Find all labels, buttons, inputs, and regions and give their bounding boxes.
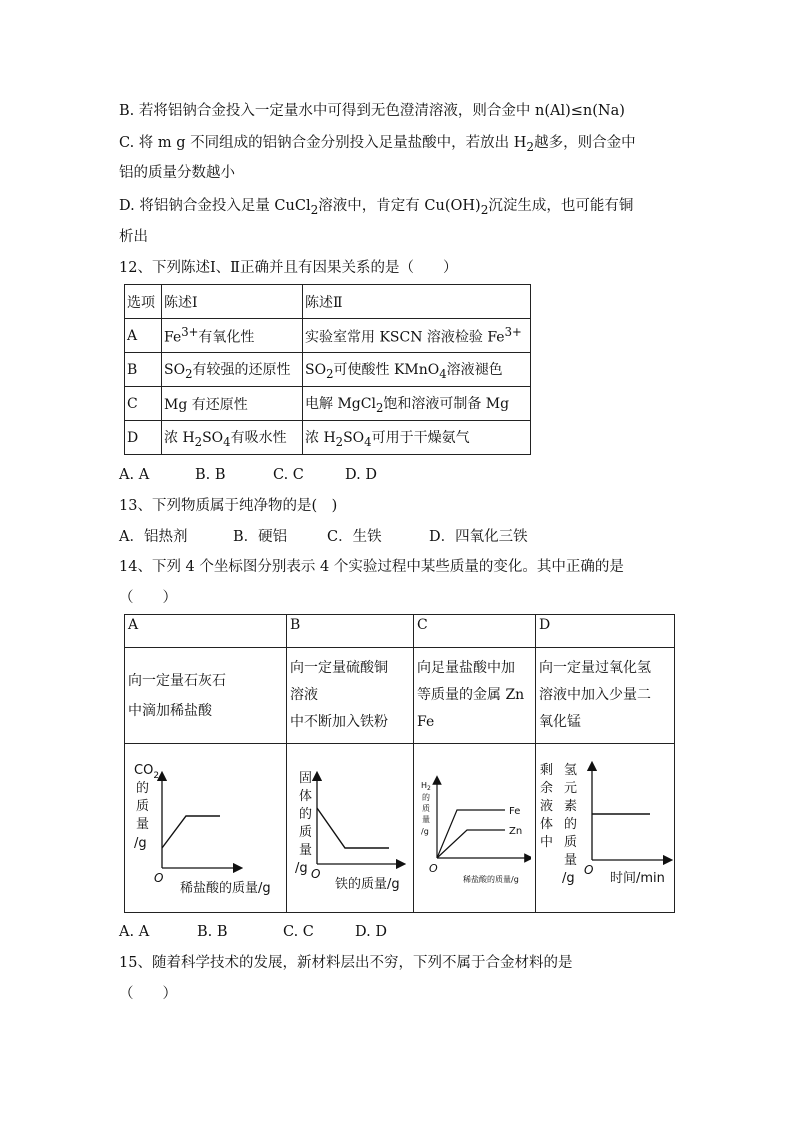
q11-option-d: D. 将铝钠合金投入足量 CuCl$_2$溶液中，肯定有 $Cu(OH)_2$沉淀生成，也可能有铜 xyxy=(119,198,634,217)
curve xyxy=(162,816,220,848)
y-label: $H_2$ xyxy=(421,781,431,792)
q11-option-b: B. 若将铝钠合金投入一定量水中可得到无色澄清溶液，则合金中 n(Al)≤n(Na) xyxy=(119,103,625,119)
table-header: 选项 xyxy=(125,285,162,319)
q11-option-c-cont: 铝的质量分数越小 xyxy=(119,165,235,181)
y-label: 量 xyxy=(136,817,150,832)
q11-option-c: C. 将 m g 不同组成的铝钠合金分别投入足量盐酸中，若放出 $H_2$越多，则合金中 xyxy=(119,135,636,154)
table-cell: A xyxy=(125,319,162,353)
y-label: 的 xyxy=(422,793,430,802)
x-label: 稀盐酸的质量/g xyxy=(180,881,271,896)
origin-label: O xyxy=(584,863,594,877)
q14-paren: （ ） xyxy=(119,590,177,606)
q15-stem: 15、随着科学技术的发展，新材料层出不穷，下列不属于合金材料的是 xyxy=(119,955,573,971)
graph-a xyxy=(128,752,283,912)
q14-answers: A. A B. B C. C D. D xyxy=(119,924,387,940)
y-label: 中 xyxy=(540,835,554,850)
y-label: 的 xyxy=(299,807,313,822)
y-label: 的 xyxy=(136,781,150,796)
y-label: 量 xyxy=(299,843,313,858)
y-label: 体 xyxy=(299,789,313,804)
table-cell: 向一定量石灰石 中滴加稀盐酸 xyxy=(125,648,287,744)
y-label: 余 xyxy=(540,781,554,796)
table-cell: C xyxy=(414,615,536,648)
table-row xyxy=(125,319,531,353)
y-label: 固 xyxy=(299,771,313,786)
table-cell: $Fe^{3+}$有氧化性 xyxy=(162,319,303,353)
y-label: 质 xyxy=(564,835,578,850)
y-label: /g xyxy=(134,836,147,851)
graph-b xyxy=(289,752,411,912)
curve-fe xyxy=(437,810,505,858)
table-cell: A xyxy=(125,615,287,648)
table-cell: D xyxy=(536,615,675,648)
table-cell: Mg 有还原性 xyxy=(162,387,303,421)
table-cell: $SO_2$有较强的还原性 xyxy=(162,353,303,387)
y-label: 素 xyxy=(564,799,578,814)
table-cell: B xyxy=(125,353,162,387)
table-cell: 实验室常用 KSCN 溶液检验 $Fe^{3+}$ xyxy=(303,319,531,353)
y-label: 质 xyxy=(299,825,313,840)
graph-d xyxy=(536,752,674,912)
q13-answers: A．铝热剂 B．硬铝 C．生铁 D．四氧化三铁 xyxy=(119,529,528,545)
table-row xyxy=(125,421,531,455)
origin-label: O xyxy=(429,862,438,875)
q13-stem: 13、下列物质属于纯净物的是( ) xyxy=(119,498,338,514)
y-label: /g xyxy=(421,827,429,836)
y-label: 氢 xyxy=(564,763,578,778)
x-label: 铁的质量/g xyxy=(335,877,400,892)
table-cell: 向一定量过氧化氢 溶液中加入少量二 氧化锰 xyxy=(536,648,675,744)
table-cell: 向足量盐酸中加 等质量的金属 Zn Fe xyxy=(414,648,536,744)
y-label: /g xyxy=(295,861,308,876)
x-label: 稀盐酸的质量/g xyxy=(463,875,519,884)
y-label: 质 xyxy=(136,799,150,814)
y-label: 质 xyxy=(422,804,430,813)
y-label: 量 xyxy=(564,853,578,868)
y-label: $CO_2$ xyxy=(134,763,160,781)
x-label: 时间/min xyxy=(610,871,665,886)
origin-label: O xyxy=(154,871,164,885)
table-header: 陈述Ⅱ xyxy=(303,285,531,319)
table-cell: 向一定量硫酸铜 溶液 中不断加入铁粉 xyxy=(287,648,414,744)
table-row xyxy=(125,387,531,421)
table-row xyxy=(125,353,531,387)
q15-paren: （ ） xyxy=(119,986,177,1002)
table-row xyxy=(125,615,675,648)
y-label: 的 xyxy=(564,817,578,832)
table-cell: B xyxy=(287,615,414,648)
q14-stem: 14、下列 4 个坐标图分别表示 4 个实验过程中某些质量的变化。其中正确的是 xyxy=(119,559,624,575)
table-row xyxy=(125,285,531,319)
y-label: 液 xyxy=(540,799,554,814)
curve xyxy=(317,808,389,848)
table-cell: 浓 $H_2SO_4$可用于干燥氨气 xyxy=(303,421,531,455)
y-label: 量 xyxy=(422,815,430,824)
y-label: 元 xyxy=(564,781,578,796)
table-cell: 浓 $H_2SO_4$有吸水性 xyxy=(162,421,303,455)
y-label: /g xyxy=(562,871,575,886)
table-cell: D xyxy=(125,421,162,455)
table-row xyxy=(125,648,675,744)
series-label-zn: Zn xyxy=(509,826,523,837)
table-cell: C xyxy=(125,387,162,421)
q12-table xyxy=(124,284,531,455)
q11-option-d-cont: 析出 xyxy=(119,229,148,245)
q12-stem: 12、下列陈述Ⅰ、Ⅱ正确并且有因果关系的是（ ） xyxy=(119,260,458,276)
series-label-fe: Fe xyxy=(509,806,521,817)
table-cell: 电解 MgCl$_2$饱和溶液可制备 Mg xyxy=(303,387,531,421)
origin-label: O xyxy=(311,867,321,881)
q12-answers: A. A B. B C. C D. D xyxy=(119,467,377,483)
y-label: 体 xyxy=(540,817,554,832)
y-label: 剩 xyxy=(540,763,554,778)
graph-c xyxy=(413,752,531,912)
table-cell: $SO_2$可使酸性 KMnO$_4$溶液褪色 xyxy=(303,353,531,387)
table-header: 陈述Ⅰ xyxy=(162,285,303,319)
